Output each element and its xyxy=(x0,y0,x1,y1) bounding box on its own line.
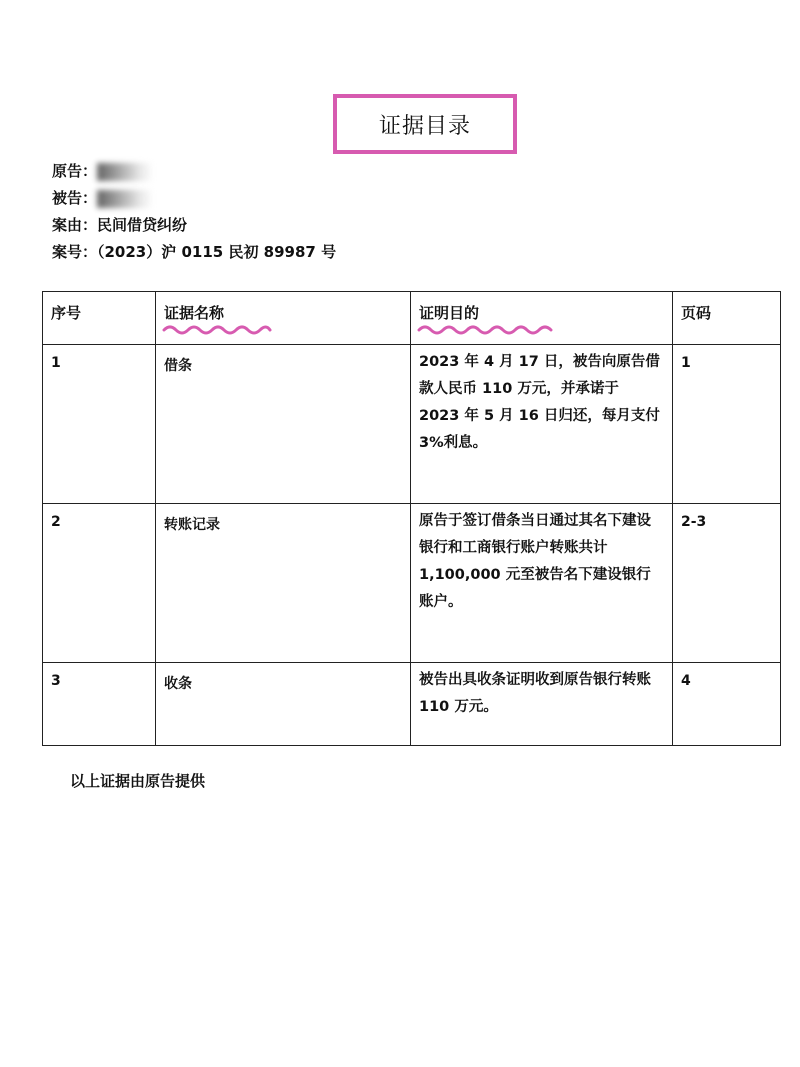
cell-page: 1 xyxy=(673,345,781,504)
header-purpose xyxy=(411,292,673,345)
table-row xyxy=(43,345,781,504)
squiggle-underline-icon xyxy=(417,322,557,336)
table-row xyxy=(43,504,781,663)
cell-page: 4 xyxy=(673,663,781,746)
document-title-box xyxy=(333,94,517,154)
cell-purpose: 被告出具收条证明收到原告银行转账 110 万元。 xyxy=(411,663,673,746)
redacted-plaintiff-name xyxy=(97,163,153,181)
cell-purpose: 2023 年 4 月 17 日，被告向原告借款人民币 110 万元，并承诺于 2023 年 5 月 16 日归还，每月支付 3%利息。 xyxy=(411,345,673,504)
cell-name: 借条 xyxy=(156,345,411,504)
document-title: 证据目录 xyxy=(378,113,471,139)
header-name-label: 证据名称 xyxy=(164,304,225,322)
plaintiff-label: 原告： xyxy=(52,162,98,180)
cell-name: 转账记录 xyxy=(156,504,411,663)
defendant-line xyxy=(52,187,153,208)
cell-purpose: 原告于签订借条当日通过其名下建设银行和工商银行账户转账共计 1,100,000 元至被告名下建设银行账户。 xyxy=(411,504,673,663)
cause-line: 案由：民间借贷纠纷 xyxy=(52,216,188,234)
cell-page: 2-3 xyxy=(673,504,781,663)
squiggle-underline-icon xyxy=(162,322,272,336)
redacted-defendant-name xyxy=(97,190,153,208)
cell-no: 2 xyxy=(43,504,156,663)
evidence-table xyxy=(42,291,781,746)
defendant-label: 被告： xyxy=(52,189,98,207)
header-page: 页码 xyxy=(673,292,781,345)
table-header-row xyxy=(43,292,781,345)
header-purpose-label: 证明目的 xyxy=(419,304,480,322)
footer-note: 以上证据由原告提供 xyxy=(70,772,206,790)
case-number-line: 案号：（2023）沪 0115 民初 89987 号 xyxy=(52,243,337,261)
table-row xyxy=(43,663,781,746)
header-name xyxy=(156,292,411,345)
cell-no: 1 xyxy=(43,345,156,504)
header-no: 序号 xyxy=(43,292,156,345)
plaintiff-line xyxy=(52,160,153,181)
cell-no: 3 xyxy=(43,663,156,746)
cell-name: 收条 xyxy=(156,663,411,746)
